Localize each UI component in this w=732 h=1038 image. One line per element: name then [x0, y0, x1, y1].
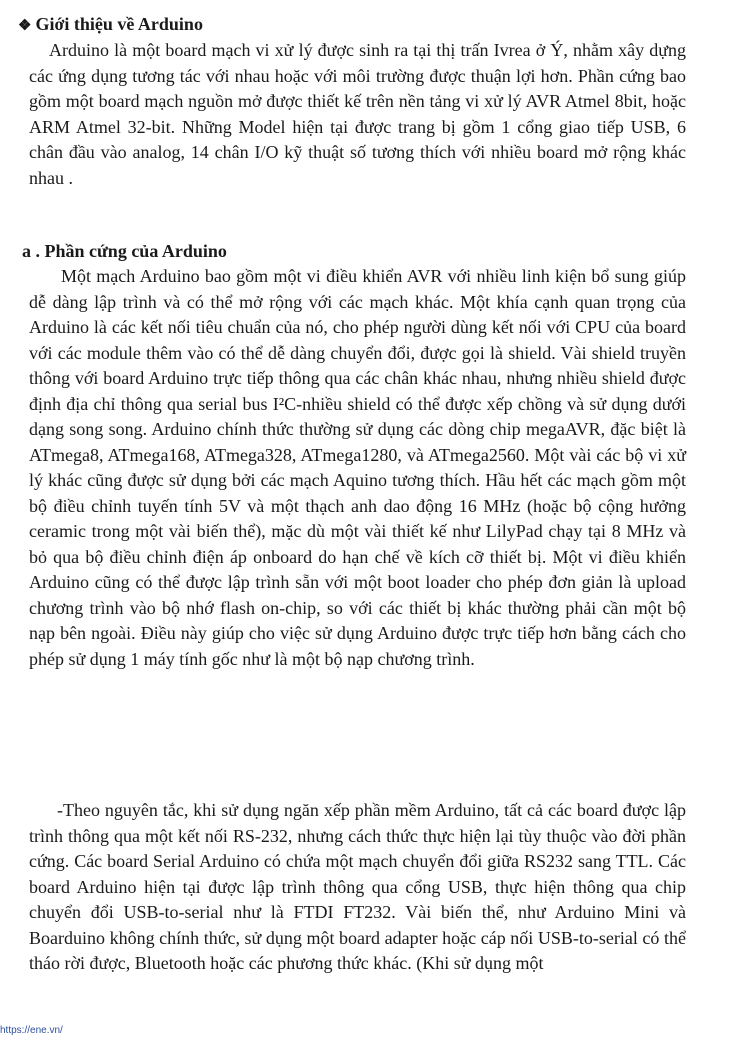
programming-paragraph-text: -Theo nguyên tắc, khi sử dụng ngăn xếp phần mềm Arduino, tất cả các board được lập trình thông qua một kết nối RS-232, nhưng cách thức thực hiện lại tùy thuộc vào đời phần cứng. Các board Serial Arduino có chứa một mạch chuyển đổi giữa RS232 sang TTL. Các board Arduino hiện tại được lập trình thông qua cổng USB, thực hiện thông qua chip chuyển đổi USB-to-serial như là FTDI FT232. Vài biến thể, như Arduino Mini và Boarduino không chính thức, sử dụng một board adapter hoặc cáp nối USB-to-serial có thể tháo rời được, Bluetooth hoặc các phương thức khác. (Khi sử dụng một [29, 800, 686, 973]
hardware-paragraph [29, 264, 686, 672]
footer-url-link[interactable]: https://ene.vn/ [0, 1025, 63, 1036]
intro-heading [18, 12, 203, 38]
programming-paragraph [29, 798, 686, 977]
intro-heading-text: Giới thiệu về Arduino [35, 14, 203, 34]
hardware-paragraph-text: Một mạch Arduino bao gồm một vi điều khiển AVR với nhiều linh kiện bổ sung giúp dễ dàng lập trình và có thể mở rộng với các mạch khác. Một khía cạnh quan trọng của Arduino là các kết nối tiêu chuẩn của nó, cho phép người dùng kết nối với CPU của board với các module thêm vào có thể dễ dàng chuyển đổi, được gọi là shield. Vài shield truyền thông với board Arduino trực tiếp thông qua các chân khác nhau, nhưng nhiều shield được định địa chỉ thông qua serial bus I²C-nhiều shield có thể được xếp chồng và sử dụng dưới dạng song song. Arduino chính thức thường sử dụng các dòng chip megaAVR, đặc biệt là ATmega8, ATmega168, ATmega328, ATmega1280, và ATmega2560. Một vài các bộ vi xử lý khác cũng được sử dụng bởi các mạch Aquino tương thích. Hầu hết các mạch gồm một bộ điều chỉnh tuyến tính 5V và một thạch anh dao động 16 MHz (hoặc bộ cộng hưởng ceramic trong một vài biến thể), mặc dù một vài thiết kế như LilyPad chạy tại 8 MHz và bỏ qua bộ điều chỉnh điện áp onboard do hạn chế về kích cỡ thiết bị. Một vi điều khiển Arduino cũng có thể được lập trình sẵn với một boot loader cho phép đơn giản là upload chương trình vào bộ nhớ flash on-chip, so với các thiết bị khác thường phải cần một bộ nạp bên ngoài. Điều này giúp cho việc sử dụng Arduino được trực tiếp hơn bằng cách cho phép sử dụng 1 máy tính gốc như là một bộ nạp chương trình. [29, 266, 686, 669]
intro-paragraph [29, 38, 686, 191]
diamond-bullet-icon: ❖ [18, 18, 32, 34]
hardware-heading: a . Phần cứng của Arduino [22, 241, 227, 261]
intro-paragraph-text: Arduino là một board mạch vi xử lý được sinh ra tại thị trấn Ivrea ở Ý, nhằm xây dựng các ứng dụng tương tác với nhau hoặc với môi trường được thuận lợi hơn. Phần cứng bao gồm một board mạch nguồn mở được thiết kế trên nền tảng vi xử lý AVR Atmel 8bit, hoặc ARM Atmel 32-bit. Những Model hiện tại được trang bị gồm 1 cổng giao tiếp USB, 6 chân đầu vào analog, 14 chân I/O kỹ thuật số tương thích với nhiều board mở rộng khác nhau . [29, 40, 686, 188]
